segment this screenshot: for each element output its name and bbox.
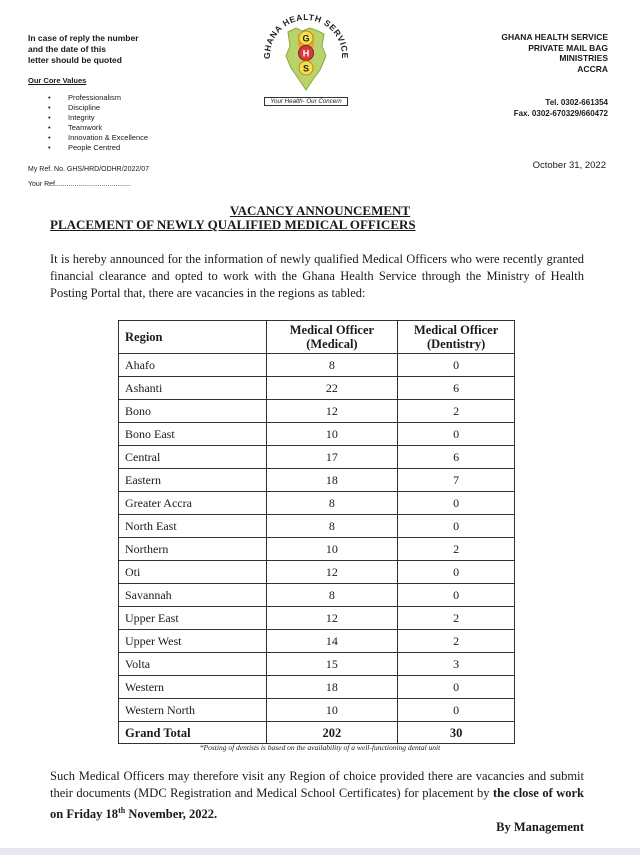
logo-tagline: Your Health- Our Concern bbox=[264, 97, 348, 106]
deadline-ordinal: th bbox=[118, 806, 126, 815]
dentistry-count-cell: 3 bbox=[398, 653, 515, 676]
table-row bbox=[119, 377, 515, 400]
dentistry-count-cell: 0 bbox=[398, 354, 515, 377]
contact-block bbox=[514, 97, 608, 119]
intro-paragraph: It is hereby announced for the information of newly qualified Medical Officers who were recently granted financial clearance and opted to work with the Ghana Health Service through the Ministry of Health Posting Portal that, there are vacancies in the regions as tabled: bbox=[50, 252, 584, 300]
logo-letter-s: S bbox=[302, 63, 310, 74]
header-medical-line2: (Medical) bbox=[306, 337, 358, 351]
medical-count-cell: 10 bbox=[266, 423, 398, 446]
table-row bbox=[119, 469, 515, 492]
my-reference: My Ref. No. GHS/HRD/ODHR/2022/07 bbox=[28, 166, 149, 173]
medical-count-cell: 12 bbox=[266, 400, 398, 423]
org-address-line: MINISTRIES bbox=[559, 53, 608, 63]
dentistry-count-cell: 2 bbox=[398, 630, 515, 653]
region-cell: Volta bbox=[119, 653, 267, 676]
core-value-item: • Professionalism bbox=[48, 93, 148, 103]
region-cell: Central bbox=[119, 446, 267, 469]
table-row bbox=[119, 423, 515, 446]
announcement-title: VACANCY ANNOUNCEMENT bbox=[229, 203, 411, 218]
your-reference: Your Ref....................................... bbox=[28, 181, 131, 188]
table-row bbox=[119, 400, 515, 423]
region-cell: Oti bbox=[119, 561, 267, 584]
dentistry-count-cell: 0 bbox=[398, 699, 515, 722]
dentistry-count-cell: 6 bbox=[398, 446, 515, 469]
table-row bbox=[119, 354, 515, 377]
deadline-part-a: the close of work on Friday 18 bbox=[50, 786, 584, 822]
logo-letter-h: H bbox=[302, 48, 310, 59]
region-cell: Ahafo bbox=[119, 354, 267, 377]
org-address bbox=[501, 32, 608, 74]
closing-paragraph bbox=[50, 768, 584, 823]
table-row bbox=[119, 607, 515, 630]
dentistry-count-cell: 0 bbox=[398, 492, 515, 515]
header-dentistry-line2: (Dentistry) bbox=[426, 337, 486, 351]
core-values-list bbox=[48, 93, 148, 153]
core-value-item: • Discipline bbox=[48, 103, 148, 113]
dentistry-count-cell: 0 bbox=[398, 515, 515, 538]
core-value-item: • Integrity bbox=[48, 113, 148, 123]
table-body bbox=[119, 354, 515, 744]
org-address-line: GHANA HEALTH SERVICE bbox=[501, 32, 608, 42]
table-row bbox=[119, 653, 515, 676]
region-cell: Western bbox=[119, 676, 267, 699]
core-values-title: Our Core Values bbox=[28, 76, 87, 85]
signature: By Management bbox=[496, 820, 584, 834]
grand-total-medical: 202 bbox=[266, 722, 398, 744]
medical-count-cell: 10 bbox=[266, 538, 398, 561]
dentistry-count-cell: 7 bbox=[398, 469, 515, 492]
region-cell: Upper East bbox=[119, 607, 267, 630]
dentistry-count-cell: 0 bbox=[398, 584, 515, 607]
letter-date: October 31, 2022 bbox=[532, 160, 606, 171]
medical-count-cell: 8 bbox=[266, 515, 398, 538]
viewer-bottom-strip bbox=[0, 848, 640, 855]
logo-letter-g: G bbox=[302, 33, 310, 44]
core-value-item: • Teamwork bbox=[48, 123, 148, 133]
table-row bbox=[119, 446, 515, 469]
deadline-part-b: November, 2022. bbox=[125, 807, 218, 822]
dentistry-count-cell: 2 bbox=[398, 538, 515, 561]
region-cell: Eastern bbox=[119, 469, 267, 492]
table-row bbox=[119, 515, 515, 538]
header-dentistry-line1: Medical Officer bbox=[413, 323, 499, 337]
ghs-emblem-icon bbox=[258, 4, 354, 106]
header-dentistry bbox=[398, 321, 515, 354]
closing-text: Such Medical Officers may therefore visit any Region of choice provided there are vacancies and submit their documents (MDC Registration and Medical School Certificates) for placement by bbox=[50, 769, 584, 800]
dentistry-count-cell: 2 bbox=[398, 607, 515, 630]
dentistry-count-cell: 0 bbox=[398, 423, 515, 446]
reply-note-line: and the date of this bbox=[28, 44, 106, 54]
ghs-logo bbox=[258, 4, 354, 106]
region-cell: Ashanti bbox=[119, 377, 267, 400]
header-medical-line1: Medical Officer bbox=[289, 323, 375, 337]
org-address-line: ACCRA bbox=[577, 63, 608, 74]
medical-count-cell: 18 bbox=[266, 469, 398, 492]
telephone: Tel. 0302-661354 bbox=[545, 98, 608, 107]
region-cell: Greater Accra bbox=[119, 492, 267, 515]
medical-count-cell: 12 bbox=[266, 607, 398, 630]
reply-note-line: In case of reply the number bbox=[28, 33, 139, 43]
header-medical bbox=[266, 321, 398, 354]
announcement-subtitle: PLACEMENT OF NEWLY QUALIFIED MEDICAL OFFICERS bbox=[50, 217, 416, 232]
core-value-item: • People Centred bbox=[48, 143, 148, 153]
medical-count-cell: 14 bbox=[266, 630, 398, 653]
header-region: Region bbox=[119, 321, 267, 354]
table-row bbox=[119, 676, 515, 699]
medical-count-cell: 12 bbox=[266, 561, 398, 584]
region-cell: Western North bbox=[119, 699, 267, 722]
region-cell: Bono bbox=[119, 400, 267, 423]
logo-ring-text: GHANA HEALTH SERVICE bbox=[261, 11, 351, 59]
grand-total-dentistry: 30 bbox=[398, 722, 515, 744]
grand-total-label: Grand Total bbox=[119, 722, 267, 744]
table-header-row bbox=[119, 321, 515, 354]
core-value-item: • Innovation & Excellence bbox=[48, 133, 148, 143]
vacancy-table bbox=[118, 320, 515, 744]
fax: Fax. 0302-670329/660472 bbox=[513, 109, 608, 118]
table-row bbox=[119, 492, 515, 515]
dentistry-count-cell: 0 bbox=[398, 676, 515, 699]
region-cell: Bono East bbox=[119, 423, 267, 446]
reply-note bbox=[28, 33, 178, 66]
medical-count-cell: 17 bbox=[266, 446, 398, 469]
region-cell: Upper West bbox=[119, 630, 267, 653]
table-row bbox=[119, 699, 515, 722]
region-cell: Savannah bbox=[119, 584, 267, 607]
medical-count-cell: 8 bbox=[266, 354, 398, 377]
grand-total-row bbox=[119, 722, 515, 744]
reply-note-line: letter should be quoted bbox=[28, 55, 122, 65]
dentistry-count-cell: 6 bbox=[398, 377, 515, 400]
medical-count-cell: 18 bbox=[266, 676, 398, 699]
table-row bbox=[119, 630, 515, 653]
medical-count-cell: 8 bbox=[266, 492, 398, 515]
medical-count-cell: 15 bbox=[266, 653, 398, 676]
table-row bbox=[119, 561, 515, 584]
table-row bbox=[119, 538, 515, 561]
dentistry-count-cell: 2 bbox=[398, 400, 515, 423]
region-cell: Northern bbox=[119, 538, 267, 561]
org-address-line: PRIVATE MAIL BAG bbox=[528, 42, 608, 53]
table-footnote: *Posting of dentists is based on the availability of a well-functioning dental unit bbox=[199, 743, 441, 752]
medical-count-cell: 10 bbox=[266, 699, 398, 722]
medical-count-cell: 8 bbox=[266, 584, 398, 607]
dentistry-count-cell: 0 bbox=[398, 561, 515, 584]
region-cell: North East bbox=[119, 515, 267, 538]
table-row bbox=[119, 584, 515, 607]
medical-count-cell: 22 bbox=[266, 377, 398, 400]
